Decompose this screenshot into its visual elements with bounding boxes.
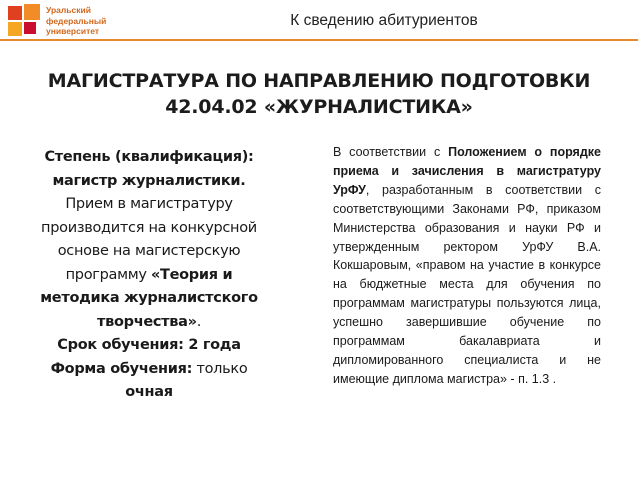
title-line-1: МАГИСТРАТУРА ПО НАПРАВЛЕНИЮ ПОДГОТОВКИ xyxy=(47,70,591,92)
program-summary xyxy=(34,146,264,405)
degree-label: Степень (квалификация): xyxy=(44,149,254,165)
page-header xyxy=(0,0,638,48)
admission-text: Прием в магистратуру производится на конкурсной основе на магистерскую программу xyxy=(41,196,257,283)
logo-line-2: федеральный xyxy=(46,15,107,26)
regulation-name: Положением о порядке приема и зачисления в магистратуру УрФУ xyxy=(333,145,601,197)
degree-value: магистр журналистики. xyxy=(52,172,246,189)
title-line-2: 42.04.02 «ЖУРНАЛИСТИКА» xyxy=(165,96,473,118)
program-name: «Теория и методика журналистского творчества» xyxy=(40,266,258,330)
admission-rules xyxy=(333,143,601,389)
study-form-value-2: очная xyxy=(125,384,173,400)
rules-body: , разработанным в соответствии с соответствующими Законами РФ, приказом Министерства образования и науки РФ и утвержденным ректором УрФУ В.А. Кокшаровым, «правом на участие в конкурсе на бюджетные места для обучения по программам магистратуры пользуются лица, успешно завершившие обучение по программам бакалавриата и дипломированного специалиста и не имеющие диплома магистра» - п. 1.3 . xyxy=(333,182,601,386)
program-end: . xyxy=(196,313,202,330)
study-duration: Срок обучения: 2 года xyxy=(57,337,241,353)
logo-line-1: Уральский xyxy=(46,5,91,15)
study-form-value: только xyxy=(196,360,248,377)
logo-line-3: университет xyxy=(46,26,100,36)
page-title xyxy=(20,68,618,120)
header-divider xyxy=(0,39,638,41)
rules-intro: В соответствии с xyxy=(333,145,441,159)
study-form-label: Форма обучения: xyxy=(50,360,193,377)
header-title: К сведению абитуриентов xyxy=(290,12,478,29)
